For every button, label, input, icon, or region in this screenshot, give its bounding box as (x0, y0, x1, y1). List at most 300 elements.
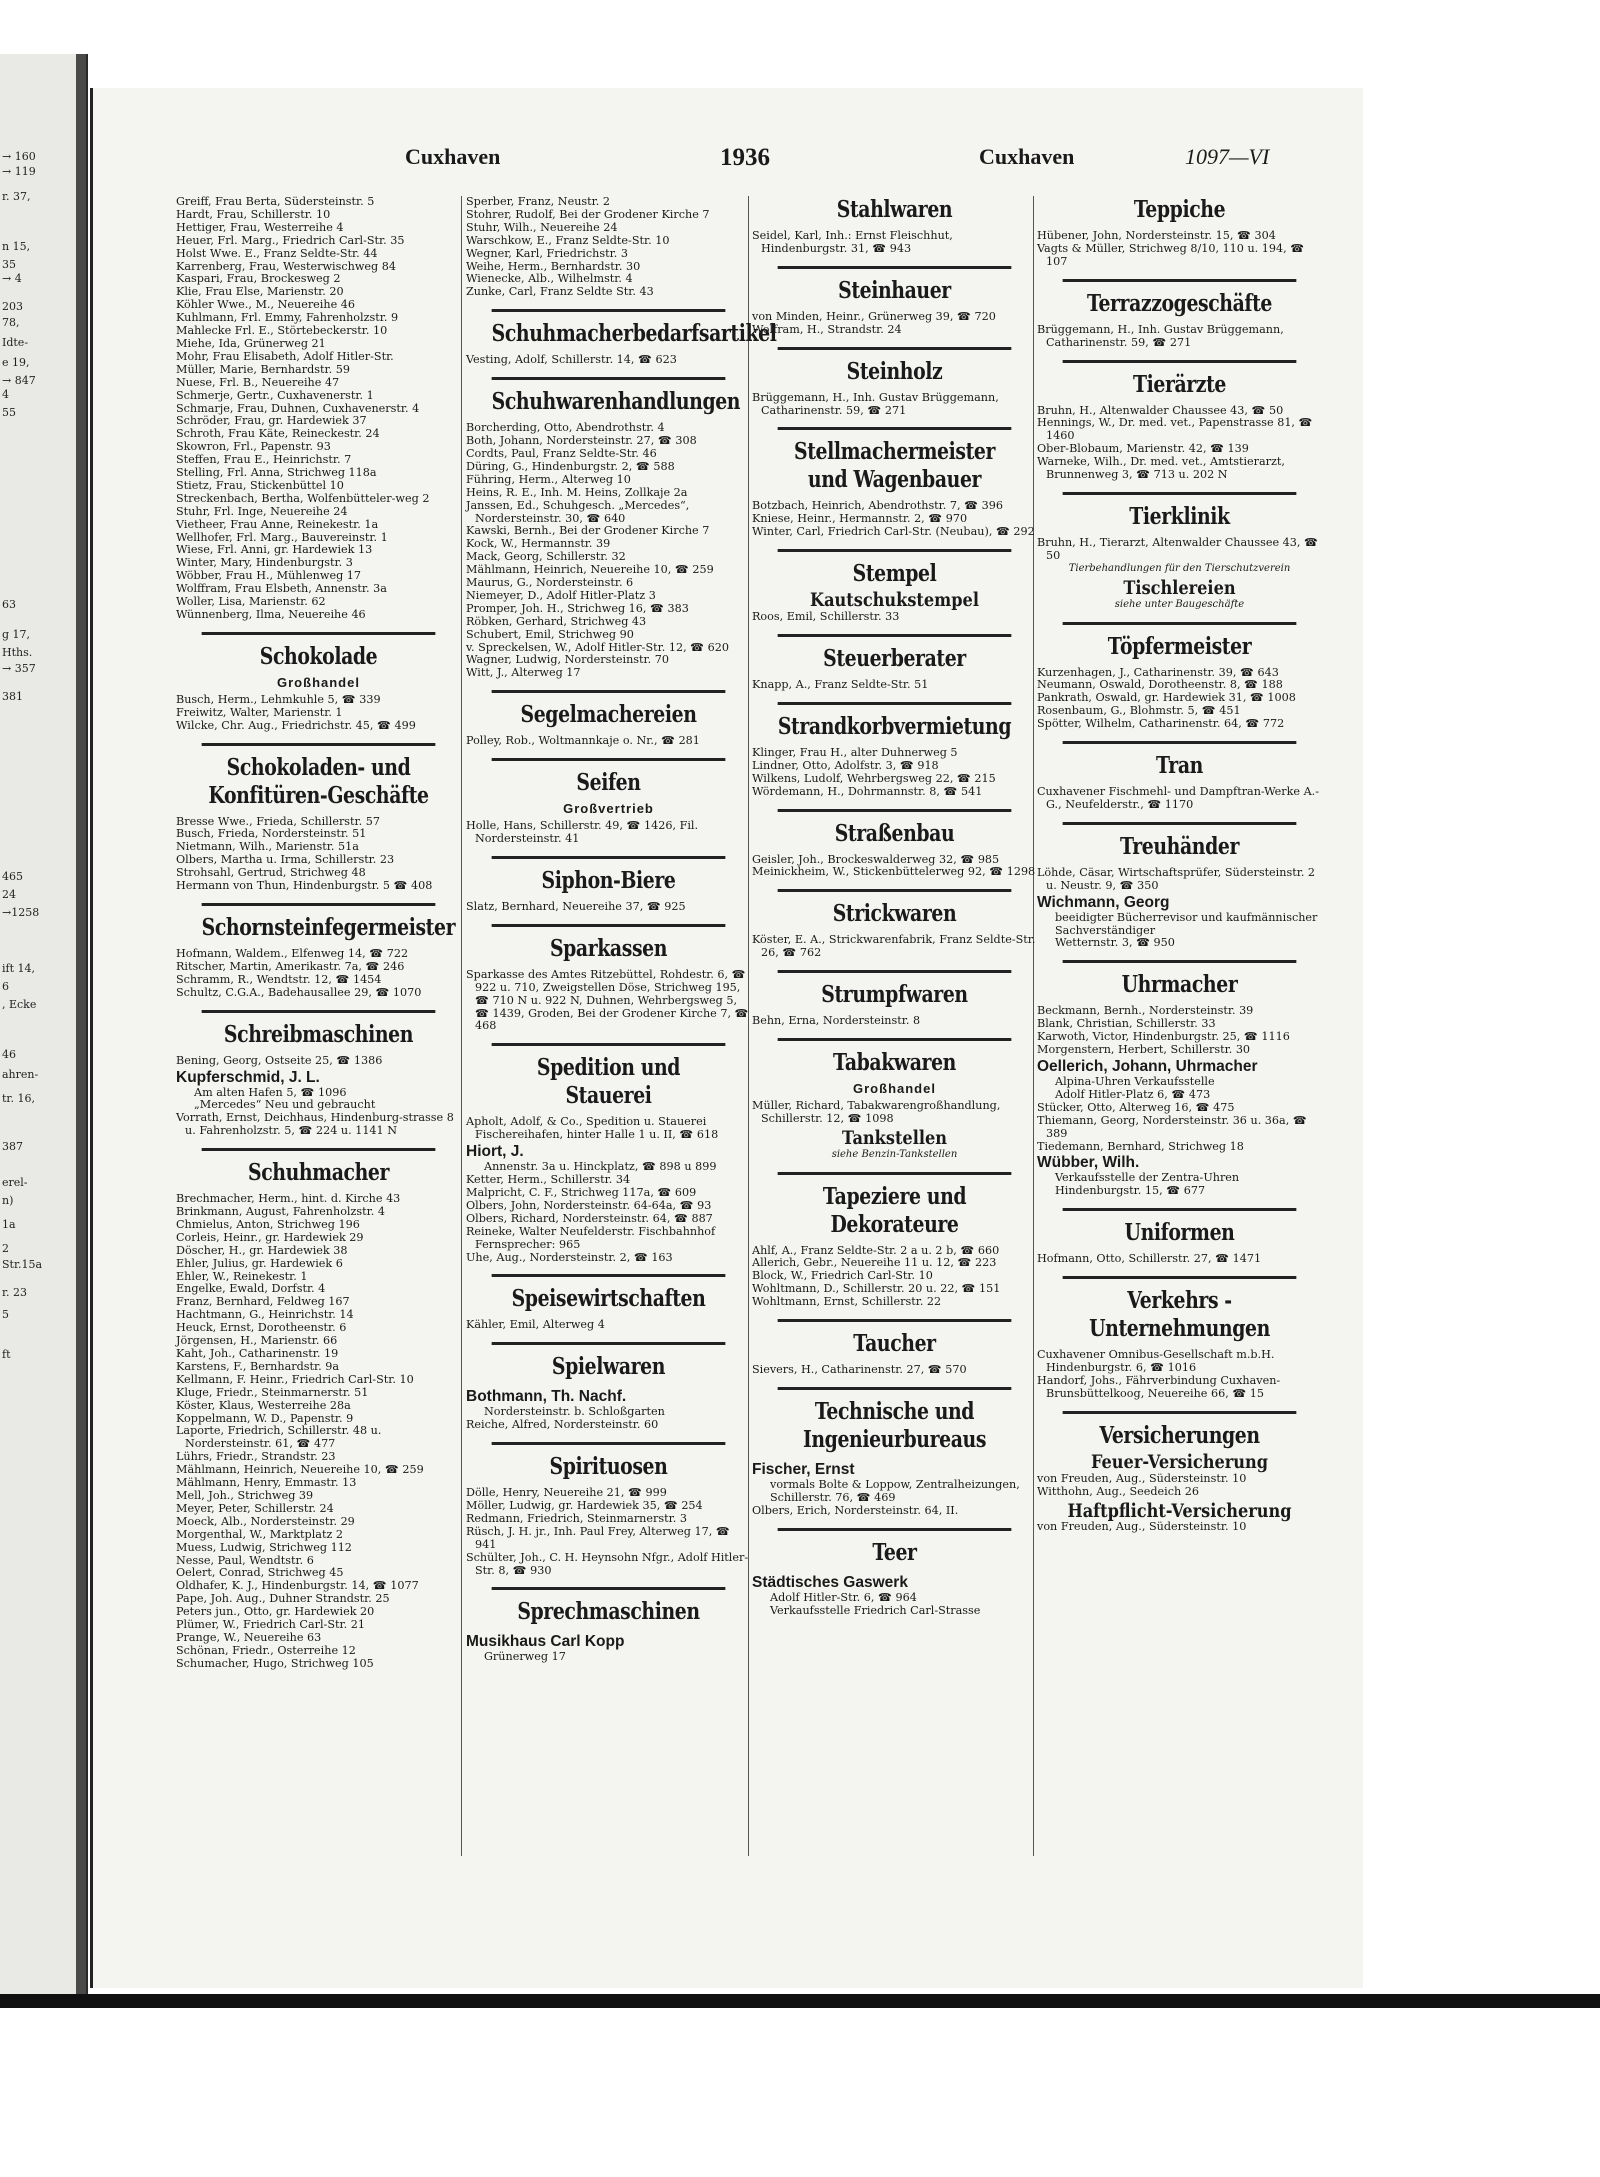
category-heading: Steuerberater (778, 634, 1012, 673)
facing-page-text-fragment: 381 (2, 690, 23, 703)
directory-entry: Nesse, Paul, Wendtstr. 6 (176, 1553, 314, 1567)
directory-entry: Schubert, Emil, Strichweg 90 (466, 627, 634, 641)
directory-entry: Block, W., Friedrich Carl-Str. 10 (752, 1269, 933, 1283)
facing-page-text-fragment: Idte- (2, 336, 29, 349)
category-subheading: Feuer-Versicherung (1090, 1450, 1269, 1473)
directory-entry: Hennings, W., Dr. med. vet., Papenstrasse 81, ☎ 1460 (1037, 416, 1313, 443)
category-heading: Töpfermeister (1063, 622, 1297, 661)
page-header (175, 140, 1325, 174)
directory-entry: Kniese, Heinr., Hermannstr. 2, ☎ 970 (752, 512, 968, 526)
directory-entry: Köster, E. A., Strickwarenfabrik, Franz Seldte-Str. 26, ☎ 762 (752, 933, 1036, 960)
featured-entry-detail: Alpina-Uhren Verkaufsstelle (1055, 1075, 1215, 1088)
directory-entry: Wienecke, Alb., Wilhelmstr. 4 (466, 272, 633, 286)
featured-entry-name: Musikhaus Carl Kopp (466, 1633, 625, 1651)
directory-entry: Borcherding, Otto, Abendrothstr. 4 (466, 421, 665, 435)
directory-entry: Meinickheim, W., Stickenbüttelerweg 92, ☎ 1298 (752, 865, 1036, 879)
directory-entry: Apholt, Adolf, & Co., Spedition u. Stauerei Fischereihafen, hinter Halle 1 u. II, ☎ 618 (466, 1115, 719, 1142)
directory-entry: Ober-Blobaum, Marienstr. 42, ☎ 139 (1037, 442, 1249, 456)
facing-page-text-fragment: Hths. (2, 646, 33, 659)
category-heading: Schuhwarenhandlungen (492, 377, 726, 416)
directory-entry: Löhde, Cäsar, Wirtschaftsprüfer, Südersteinstr. 2 u. Neustr. 9, ☎ 350 (1037, 865, 1316, 892)
directory-entry: Knapp, A., Franz Seldte-Str. 51 (752, 677, 929, 691)
facing-page-text-fragment: 387 (2, 1140, 23, 1153)
directory-entry: Holle, Hans, Schillerstr. 49, ☎ 1426, Fil. Nordersteinstr. 41 (466, 819, 699, 845)
directory-entry: Oelert, Conrad, Strichweg 45 (176, 1566, 344, 1580)
directory-entry: Olbers, John, Nordersteinstr. 64-64a, ☎ 93 (466, 1198, 712, 1212)
directory-entry: Düring, G., Hindenburgstr. 2, ☎ 588 (466, 459, 675, 473)
directory-entry: Mack, Georg, Schillerstr. 32 (466, 550, 626, 564)
directory-entry: Maurus, G., Nordersteinstr. 6 (466, 576, 634, 590)
category-heading: Tabakwaren (778, 1038, 1012, 1077)
directory-entry: Both, Johann, Nordersteinstr. 27, ☎ 308 (466, 434, 697, 448)
directory-entry: Reiche, Alfred, Nordersteinstr. 60 (466, 1418, 659, 1432)
category-heading: Spirituosen (492, 1442, 726, 1481)
directory-entry: Freiwitz, Walter, Marienstr. 1 (176, 705, 343, 719)
directory-entry: von Freuden, Aug., Südersteinstr. 10 (1037, 1520, 1247, 1534)
directory-entry: Rosenbaum, G., Blohmstr. 5, ☎ 451 (1037, 704, 1241, 718)
directory-entry: Wegner, Karl, Friedrichstr. 3 (466, 246, 628, 260)
category-heading: Strumpfwaren (778, 970, 1012, 1009)
directory-entry: Behn, Erna, Nordersteinstr. 8 (752, 1014, 921, 1028)
directory-entry: Schramm, R., Wendtstr. 12, ☎ 1454 (176, 972, 382, 986)
directory-entry: Brüggemann, H., Inh. Gustav Brüggemann, Catharinenstr. 59, ☎ 271 (1037, 322, 1284, 349)
directory-entry: Bresse Wwe., Frieda, Schillerstr. 57 (176, 814, 381, 828)
directory-entry: Wohltmann, Ernst, Schillerstr. 22 (752, 1295, 942, 1309)
directory-entry: Muess, Ludwig, Strichweg 112 (176, 1540, 352, 1554)
header-page-number: 1097—VI (1185, 144, 1270, 169)
category-heading: Terrazzogeschäfte (1063, 279, 1297, 318)
category-heading: Tierärzte (1063, 360, 1297, 399)
facing-page-text-fragment: g 17, (2, 628, 31, 641)
directory-entry: Wünnenberg, Ilma, Neuereihe 46 (176, 608, 366, 621)
directory-entry: Heuer, Frl. Marg., Friedrich Carl-Str. 35 (176, 233, 405, 247)
directory-entry: Witthohn, Aug., Seedeich 26 (1037, 1484, 1199, 1498)
directory-entry: Brüggemann, H., Inh. Gustav Brüggemann, Catharinenstr. 59, ☎ 271 (752, 390, 999, 417)
directory-entry: Niemeyer, D., Adolf Hitler-Platz 3 (466, 588, 656, 602)
facing-page-text-fragment: r. 23 (2, 1286, 28, 1299)
featured-entry-detail: Adolf Hitler-Platz 6, ☎ 473 (1055, 1087, 1211, 1101)
facing-page-text-fragment: 78, (2, 316, 20, 329)
category-heading: Schuhmacher (202, 1148, 436, 1187)
directory-entry: Kaspari, Frau, Brockesweg 2 (176, 272, 341, 286)
directory-entry: Brechmacher, Herm., hint. d. Kirche 43 (176, 1192, 401, 1206)
facing-page-text-fragment: ft (2, 1348, 11, 1361)
category-heading: Tran (1063, 741, 1297, 780)
featured-entry-name: Wichmann, Georg (1037, 893, 1170, 911)
directory-entry: Müller, Marie, Bernhardstr. 59 (176, 362, 350, 376)
directory-entry: Stohrer, Rudolf, Bei der Grodener Kirche 7 (466, 207, 710, 221)
directory-entry: Stuhr, Frl. Inge, Neuereihe 24 (176, 504, 348, 518)
featured-entry-detail: Am alten Hafen 5, ☎ 1096 (194, 1085, 347, 1099)
facing-page-text-fragment: 46 (2, 1048, 16, 1061)
directory-entry: Ehler, Julius, gr. Hardewiek 6 (176, 1256, 343, 1270)
category-subheading: Großhandel (277, 674, 360, 690)
directory-entry: Schmerje, Gertr., Cuxhavenerstr. 1 (176, 388, 374, 402)
category-heading: Seifen (492, 758, 726, 797)
directory-entry: Wellhofer, Frl. Marg., Bauvereinstr. 1 (176, 530, 388, 544)
facing-page-text-fragment: e 19, (2, 356, 30, 369)
directory-entry: Wöbber, Frau H., Mühlenweg 17 (176, 569, 362, 583)
directory-entry: Zunke, Carl, Franz Seldte Str. 43 (466, 285, 654, 299)
directory-entry: Wördemann, H., Dohrmannstr. 8, ☎ 541 (752, 784, 983, 798)
featured-entry-detail: Hindenburgstr. 15, ☎ 677 (1055, 1184, 1206, 1198)
directory-entry: Cordts, Paul, Franz Seldte-Str. 46 (466, 446, 657, 460)
category-heading: Siphon-Biere (492, 856, 726, 895)
directory-entry: Tiedemann, Bernhard, Strichweg 18 (1037, 1139, 1244, 1153)
featured-entry-detail: Adolf Hitler-Str. 6, ☎ 964 (770, 1590, 917, 1604)
directory-entry: Wilcke, Chr. Aug., Friedrichstr. 45, ☎ 499 (176, 718, 416, 732)
directory-entry: v. Spreckelsen, W., Adolf Hitler-Str. 12, ☎ 620 (466, 640, 730, 654)
facing-page-text-fragment: erel- (2, 1176, 28, 1189)
category-heading: Stempel (778, 549, 1012, 588)
directory-entry: Kellmann, F. Heinr., Friedrich Carl-Str. 10 (176, 1372, 414, 1386)
directory-entry: Busch, Frieda, Nordersteinstr. 51 (176, 827, 367, 841)
directory-entry: Vagts & Müller, Strichweg 8/10, 110 u. 194, ☎ 107 (1037, 241, 1305, 268)
category-subheading: Kautschukstempel (810, 589, 979, 612)
directory-entry: Wiese, Frl. Anni, gr. Hardewiek 13 (176, 543, 373, 557)
directory-entry: Hachtmann, G., Heinrichstr. 14 (176, 1308, 354, 1322)
directory-entry: Pankrath, Oswald, gr. Hardewiek 31, ☎ 1008 (1037, 691, 1296, 705)
header-city-left: Cuxhaven (405, 144, 501, 169)
directory-entry: Prange, W., Neuereihe 63 (176, 1630, 322, 1644)
category-heading: Uhrmacher (1063, 960, 1297, 999)
directory-entry: Reineke, Walter Neufelderstr. Fischbahnhof Fernsprecher: 965 (466, 1224, 716, 1251)
directory-entry: Spötter, Wilhelm, Catharinenstr. 64, ☎ 772 (1037, 717, 1285, 731)
directory-entry: Vorrath, Ernst, Deichhaus, Hindenburg-strasse 8 u. Fahrenholzstr. 5, ☎ 224 u. 1141 N (176, 1111, 454, 1138)
category-heading: Uniformen (1063, 1208, 1297, 1247)
directory-entry: Stücker, Otto, Alterweg 16, ☎ 475 (1037, 1100, 1235, 1114)
directory-entry: Stietz, Frau, Stickenbüttel 10 (176, 478, 344, 492)
directory-entry: Busch, Herm., Lehmkuhle 5, ☎ 339 (176, 692, 381, 706)
directory-entry: Janssen, Ed., Schuhgesch. „Mercedes“, Nordersteinstr. 30, ☎ 640 (466, 498, 690, 525)
directory-entry: Beckmann, Bernh., Nordersteinstr. 39 (1037, 1004, 1254, 1018)
directory-entry: von Freuden, Aug., Südersteinstr. 10 (1037, 1471, 1247, 1485)
category-heading: Versicherungen (1063, 1411, 1297, 1450)
featured-entry-name: Fischer, Ernst (752, 1461, 855, 1478)
directory-entry: Stuhr, Wilh., Neuereihe 24 (466, 220, 618, 234)
directory-entry: Dölle, Henry, Neuereihe 21, ☎ 999 (466, 1486, 667, 1500)
directory-entry: Cuxhavener Omnibus-Gesellschaft m.b.H. Hindenburgstr. 6, ☎ 1016 (1037, 1348, 1275, 1375)
directory-entry: Winter, Mary, Hindenburgstr. 3 (176, 556, 353, 570)
directory-entry: Lührs, Friedr., Strandstr. 23 (176, 1450, 336, 1464)
facing-page-text-fragment: 55 (2, 406, 16, 419)
facing-page-text-fragment: 2 (2, 1242, 9, 1255)
directory-entry: Blank, Christian, Schillerstr. 33 (1037, 1017, 1216, 1031)
directory-entry: Schmarje, Frau, Duhnen, Cuxhavenerstr. 4 (176, 401, 420, 415)
directory-entry: Weihe, Herm., Bernhardstr. 30 (466, 259, 641, 273)
directory-entry: Engelke, Ewald, Dorfstr. 4 (176, 1282, 326, 1296)
directory-entry: Schülter, Joh., C. H. Heynsohn Nfgr., Adolf Hitler-Str. 8, ☎ 930 (466, 1550, 749, 1577)
featured-entry-detail: Grünerweg 17 (484, 1650, 566, 1664)
facing-page-text-fragment: → 357 (2, 662, 36, 675)
facing-page-text-fragment: →1258 (2, 906, 40, 919)
category-subheading: Tischlereien (1123, 576, 1236, 599)
facing-page-text-fragment: n 15, (2, 240, 31, 253)
directory-entry: Franz, Bernhard, Feldweg 167 (176, 1295, 350, 1309)
directory-entry: Koppelmann, W. D., Papenstr. 9 (176, 1411, 354, 1425)
directory-entry: Olbers, Erich, Nordersteinstr. 64, II. (752, 1503, 959, 1517)
directory-entry: Chmielus, Anton, Strichweg 196 (176, 1217, 360, 1231)
directory-entry: Pape, Joh. Aug., Duhner Strandstr. 25 (176, 1592, 390, 1606)
directory-entry: Ketter, Herm., Schillerstr. 34 (466, 1173, 631, 1187)
category-subheading: Großvertrieb (563, 801, 654, 817)
directory-entry: Strohsahl, Gertrud, Strichweg 48 (176, 866, 366, 880)
category-heading: Schreibmaschinen (202, 1010, 436, 1049)
directory-entry: Mell, Joh., Strichweg 39 (176, 1488, 314, 1502)
featured-entry-detail: „Mercedes“ Neu und gebraucht (194, 1098, 376, 1112)
directory-entry: Streckenbach, Bertha, Wolfenbütteler-weg 2 (176, 491, 430, 505)
directory-entry: Hübener, John, Nordersteinstr. 15, ☎ 304 (1037, 229, 1276, 242)
directory-entry: Schröder, Frau, gr. Hardewiek 37 (176, 414, 367, 428)
directory-entry: Geisler, Joh., Brockeswalderweg 32, ☎ 985 (752, 852, 1000, 866)
directory-entry: Warschkow, E., Franz Seldte-Str. 10 (466, 233, 670, 247)
directory-entry: Schumacher, Hugo, Strichweg 105 (176, 1656, 374, 1670)
facing-page-text-fragment: tr. 16, (2, 1092, 35, 1105)
category-heading: Speisewirtschaften (492, 1274, 726, 1313)
category-heading: Steinholz (778, 347, 1012, 386)
directory-entry: Neumann, Oswald, Dorotheenstr. 8, ☎ 188 (1037, 678, 1283, 692)
directory-entry: Olbers, Richard, Nordersteinstr. 64, ☎ 887 (466, 1211, 713, 1225)
column-2 (466, 195, 777, 1664)
directory-entry: Wilkens, Ludolf, Wehrbergsweg 22, ☎ 215 (752, 771, 996, 785)
directory-entry: Klinger, Frau H., alter Duhnerweg 5 (752, 745, 958, 759)
category-heading: Verkehrs - Unternehmungen (1063, 1276, 1297, 1343)
featured-entry-detail: Wetternstr. 3, ☎ 950 (1055, 936, 1175, 950)
featured-entry-name: Kupferschmid, J. L. (176, 1068, 320, 1086)
facing-page-text-fragment: → 847 (2, 374, 36, 387)
category-heading: Schornsteinfegermeister (202, 903, 436, 942)
category-heading: Spedition und Stauerei (492, 1043, 726, 1110)
category-heading: Strandkorbvermietung (778, 702, 1012, 741)
facing-page-text-fragment: → 4 (2, 272, 22, 285)
column-3 (752, 196, 1037, 1618)
directory-entry: Mählmann, Henry, Emmastr. 13 (176, 1476, 357, 1490)
directory-entry: Möller, Ludwig, gr. Hardewiek 35, ☎ 254 (466, 1499, 703, 1513)
directory-entry: Brinkmann, August, Fahrenholzstr. 4 (176, 1205, 385, 1219)
facing-page-text-fragment: 1a (2, 1218, 16, 1231)
category-heading: Schokoladen- und Konfitüren-Geschäfte (202, 743, 436, 810)
directory-entry: Kluge, Friedr., Steinmarnerstr. 51 (176, 1385, 369, 1399)
featured-entry-name: Hiort, J. (466, 1143, 524, 1161)
category-heading: Schokolade (202, 632, 436, 671)
category-heading: Schuhmacherbedarfsartikel (492, 309, 726, 348)
directory-entry: Laporte, Friedrich, Schillerstr. 48 u. Nordersteinstr. 61, ☎ 477 (176, 1424, 382, 1451)
column-rule (461, 196, 462, 1856)
directory-entry: Sparkasse des Amtes Ritzebüttel, Rohdestr. 6, ☎ 922 u. 710, Zweigstellen Döse, Strichweg 195, ☎ 710 N u. 922 N, Duhnen, Wehrbergsweg 5, ☎ 1439, Groden, Bei der Grodener Kirche 7, ☎ 468 (466, 967, 749, 1033)
directory-entry: Witt, J., Alterweg 17 (466, 666, 581, 680)
directory-entry: Allerich, Gebr., Neuereihe 11 u. 12, ☎ 223 (752, 1256, 997, 1270)
directory-entry: Ehler, W., Reinekestr. 1 (176, 1269, 308, 1283)
facing-page-text-fragment: 203 (2, 300, 23, 313)
featured-entry-detail: vormals Bolte & Loppow, Zentralheizungen, Schillerstr. 76, ☎ 469 (770, 1478, 1020, 1504)
facing-page-text-fragment: → 119 (2, 165, 36, 178)
column-4 (1037, 196, 1322, 1534)
header-city-right: Cuxhaven (979, 144, 1075, 169)
category-heading: Segelmachereien (492, 690, 726, 729)
cross-reference-note: siehe Benzin-Tankstellen (831, 1148, 958, 1160)
facing-page-text-fragment: n) (2, 1194, 14, 1207)
directory-entry: Mohr, Frau Elisabeth, Adolf Hitler-Str. (176, 349, 394, 363)
directory-entry: Handorf, Johs., Fährverbindung Cuxhaven-Brunsbüttelkoog, Neuereihe 66, ☎ 15 (1037, 1373, 1281, 1400)
directory-entry: Heins, R. E., Inh. M. Heins, Zollkaje 2a (466, 485, 688, 499)
category-heading: Teer (778, 1528, 1012, 1567)
featured-entry-detail: beeidigter Bücherrevisor und kaufmännischer Sachverständiger (1055, 910, 1318, 937)
directory-entry: Hofmann, Otto, Schillerstr. 27, ☎ 1471 (1037, 1252, 1262, 1266)
directory-entry: Führing, Herm., Alterweg 10 (466, 472, 631, 486)
category-subheading: Großhandel (853, 1081, 936, 1097)
featured-entry-detail: Annenstr. 3a u. Hinckplatz, ☎ 898 u 899 (484, 1160, 717, 1174)
category-heading: Stellmachermeister und Wagenbauer (778, 427, 1012, 494)
directory-entry: Mählmann, Heinrich, Neuereihe 10, ☎ 259 (176, 1463, 424, 1477)
facing-page-text-fragment: 35 (2, 258, 16, 271)
directory-entry: Kawski, Bernh., Bei der Grodener Kirche 7 (466, 524, 710, 538)
directory-entry: Woller, Lisa, Marienstr. 62 (176, 595, 326, 609)
directory-entry: Kaht, Joh., Catharinenstr. 19 (176, 1347, 339, 1360)
directory-entry: Kähler, Emil, Alterweg 4 (466, 1318, 605, 1332)
category-heading: Tierklinik (1063, 492, 1297, 531)
directory-entry: Wagner, Ludwig, Nordersteinstr. 70 (466, 653, 669, 667)
directory-entry: Sievers, H., Catharinenstr. 27, ☎ 570 (752, 1363, 967, 1377)
featured-entry-name: Oellerich, Johann, Uhrmacher (1037, 1058, 1258, 1075)
directory-entry: Nuese, Frl. B., Neuereihe 47 (176, 375, 340, 389)
directory-entry: Bening, Georg, Ostseite 25, ☎ 1386 (176, 1053, 383, 1067)
directory-entry: Oldhafer, K. J., Hindenburgstr. 14, ☎ 1077 (176, 1579, 419, 1593)
directory-entry: Thiemann, Georg, Nordersteinstr. 36 u. 36a, ☎ 389 (1037, 1113, 1307, 1140)
cross-reference-note: siehe unter Baugeschäfte (1114, 598, 1245, 610)
facing-page-text-fragment: 63 (2, 598, 16, 611)
directory-entry: Stelling, Frl. Anna, Strichweg 118a (176, 466, 377, 480)
directory-entry: Morgenthal, W., Marktplatz 2 (176, 1527, 344, 1541)
category-heading: Spielwaren (492, 1342, 726, 1381)
directory-entry: Morgenstern, Herbert, Schillerstr. 30 (1037, 1043, 1251, 1057)
column-1 (176, 196, 461, 1671)
directory-entry: Moeck, Alb., Nordersteinstr. 29 (176, 1514, 355, 1528)
directory-entry: Ritscher, Martin, Amerikastr. 7a, ☎ 246 (176, 959, 405, 973)
category-heading: Sprechmaschinen (492, 1587, 726, 1626)
facing-page-text-fragment: 24 (2, 888, 16, 901)
cross-reference-note: Tierbehandlungen für den Tierschutzverein (1068, 562, 1291, 574)
directory-entry: Kock, W., Hermannstr. 39 (466, 537, 611, 551)
facing-page-text-fragment: 4 (2, 388, 9, 401)
featured-entry-detail: Nordersteinstr. b. Schloßgarten (484, 1405, 665, 1419)
directory-entry: Vietheer, Frau Anne, Reinekestr. 1a (176, 517, 379, 531)
directory-entry: Mahlecke Frl. E., Störtebeckerstr. 10 (176, 324, 388, 338)
directory-entry: von Minden, Heinr., Grünerweg 39, ☎ 720 (752, 309, 996, 323)
facing-page-edge (0, 54, 88, 1999)
scan-margin (0, 0, 1600, 48)
facing-page-text-fragment: 465 (2, 870, 23, 883)
directory-entry: Bruhn, H., Tierarzt, Altenwalder Chaussee 43, ☎ 50 (1037, 535, 1318, 562)
facing-page-text-fragment: , Ecke (2, 998, 37, 1011)
directory-entry: Botzbach, Heinrich, Abendrothstr. 7, ☎ 396 (752, 499, 1003, 513)
directory-entry: Karrenberg, Frau, Westerwischweg 84 (176, 259, 396, 273)
directory-entry: Corleis, Heinr., gr. Hardewiek 29 (176, 1230, 364, 1244)
directory-entry: Peters jun., Otto, gr. Hardewiek 20 (176, 1605, 375, 1619)
featured-entry-detail: Verkaufsstelle der Zentra-Uhren (1055, 1171, 1240, 1185)
directory-entry: Redmann, Friedrich, Steinmarnerstr. 3 (466, 1511, 687, 1525)
directory-entry: Hermann von Thun, Hindenburgstr. 5 ☎ 408 (176, 879, 433, 893)
directory-entry: Hettiger, Frau, Westerreihe 4 (176, 220, 344, 234)
category-heading: Tapeziere und Dekorateure (778, 1172, 1012, 1239)
featured-entry-name: Bothmann, Th. Nachf. (466, 1388, 627, 1406)
directory-entry: Lindner, Otto, Adolfstr. 3, ☎ 918 (752, 758, 939, 772)
directory-entry: Roos, Emil, Schillerstr. 33 (752, 610, 900, 624)
facing-page-text-fragment: ift 14, (2, 962, 35, 975)
directory-entry: Miehe, Ida, Grünerweg 21 (176, 336, 326, 350)
directory-entry: Kuhlmann, Frl. Emmy, Fahrenholzstr. 9 (176, 311, 399, 325)
directory-entry: Polley, Rob., Woltmannkaje o. Nr., ☎ 281 (466, 734, 700, 748)
binding-gutter (76, 54, 86, 1999)
directory-entry: Uhe, Aug., Nordersteinstr. 2, ☎ 163 (466, 1250, 673, 1264)
facing-page-text-fragment: r. 37, (2, 190, 31, 203)
directory-entry: Röbken, Gerhard, Strichweg 43 (466, 614, 647, 628)
category-heading: Stahlwaren (836, 196, 953, 223)
directory-entry: Malpricht, C. F., Strichweg 117a, ☎ 609 (466, 1185, 697, 1199)
directory-entry: Skowron, Frl., Papenstr. 93 (176, 440, 331, 454)
category-heading: Strickwaren (778, 889, 1012, 928)
directory-entry: Vesting, Adolf, Schillerstr. 14, ☎ 623 (466, 353, 677, 367)
directory-entry: Meyer, Peter, Schillerstr. 24 (176, 1501, 334, 1515)
directory-entry: Bruhn, H., Altenwalder Chaussee 43, ☎ 50 (1037, 403, 1284, 417)
directory-entry: Jörgensen, H., Marienstr. 66 (176, 1334, 338, 1348)
category-subheading: Tankstellen (841, 1126, 947, 1149)
facing-page-text-fragment: 5 (2, 1308, 9, 1321)
directory-entry: Olbers, Martha u. Irma, Schillerstr. 23 (176, 853, 395, 867)
directory-entry: Greiff, Frau Berta, Südersteinstr. 5 (176, 195, 375, 208)
directory-entry: Mählmann, Heinrich, Neuereihe 10, ☎ 259 (466, 563, 714, 577)
featured-entry-name: Wübber, Wilh. (1037, 1154, 1140, 1172)
directory-entry: Slatz, Bernhard, Neuereihe 37, ☎ 925 (466, 899, 686, 913)
directory-entry: Hardt, Frau, Schillerstr. 10 (176, 207, 331, 221)
featured-entry-name: Städtisches Gaswerk (752, 1573, 908, 1591)
directory-entry: Holst Wwe. E., Franz Seldte-Str. 44 (176, 246, 378, 260)
directory-entry: Heuck, Ernst, Dorotheenstr. 6 (176, 1321, 347, 1335)
directory-entry: Karstens, F., Bernhardstr. 9a (176, 1359, 340, 1373)
directory-entry: Seidel, Karl, Inh.: Ernst Fleischhut, Hindenburgstr. 31, ☎ 943 (752, 229, 953, 255)
directory-entry: Promper, Joh. H., Strichweg 16, ☎ 383 (466, 601, 689, 615)
directory-entry: Steffen, Frau E., Heinrichstr. 7 (176, 453, 352, 467)
directory-entry: Müller, Richard, Tabakwarengroßhandlung, Schillerstr. 12, ☎ 1098 (752, 1098, 1001, 1125)
directory-entry: Schönan, Friedr., Osterreihe 12 (176, 1643, 356, 1657)
directory-entry: Kurzenhagen, J., Catharinenstr. 39, ☎ 643 (1037, 665, 1279, 679)
directory-entry: Sperber, Franz, Neustr. 2 (466, 195, 610, 208)
category-heading: Steinhauer (778, 266, 1012, 305)
directory-entry: Schultz, C.G.A., Badehausallee 29, ☎ 1070 (176, 985, 422, 999)
directory-entry: Karwoth, Victor, Hindenburgstr. 25, ☎ 1116 (1037, 1030, 1290, 1044)
scan-bottom-edge (0, 1994, 1600, 2008)
directory-entry: Döscher, H., gr. Hardewiek 38 (176, 1243, 348, 1257)
category-heading: Straßenbau (778, 809, 1012, 848)
category-heading: Sparkassen (492, 924, 726, 963)
facing-page-text-fragment: → 160 (2, 150, 36, 163)
facing-page-text-fragment: Str.15a (2, 1258, 43, 1271)
directory-entry: Köster, Klaus, Westerreihe 28a (176, 1398, 351, 1412)
category-heading: Taucher (778, 1319, 1012, 1358)
directory-entry: Köhler Wwe., M., Neuereihe 46 (176, 298, 355, 312)
directory-entry: Plümer, W., Friedrich Carl-Str. 21 (176, 1618, 365, 1632)
directory-entry: Klie, Frau Else, Marienstr. 20 (176, 285, 344, 299)
directory-entry: Wohltmann, D., Schillerstr. 20 u. 22, ☎ 151 (752, 1282, 1001, 1296)
category-subheading: Haftpflicht-Versicherung (1067, 1499, 1292, 1522)
directory-entry: Ahlf, A., Franz Seldte-Str. 2 a u. 2 b, ☎ 660 (752, 1243, 1000, 1257)
directory-entry: Cuxhavener Fischmehl- und Dampftran-Werke A.-G., Neufelderstr., ☎ 1170 (1037, 785, 1320, 811)
facing-page-text-fragment: ahren- (2, 1068, 39, 1081)
directory-entry: Hofmann, Waldem., Elfenweg 14, ☎ 722 (176, 946, 409, 960)
directory-entry: Wolffram, Frau Elsbeth, Annenstr. 3a (176, 582, 387, 596)
header-year: 1936 (720, 144, 770, 171)
category-heading: Treuhänder (1063, 822, 1297, 861)
featured-entry-detail: Verkaufsstelle Friedrich Carl-Strasse (770, 1603, 981, 1617)
